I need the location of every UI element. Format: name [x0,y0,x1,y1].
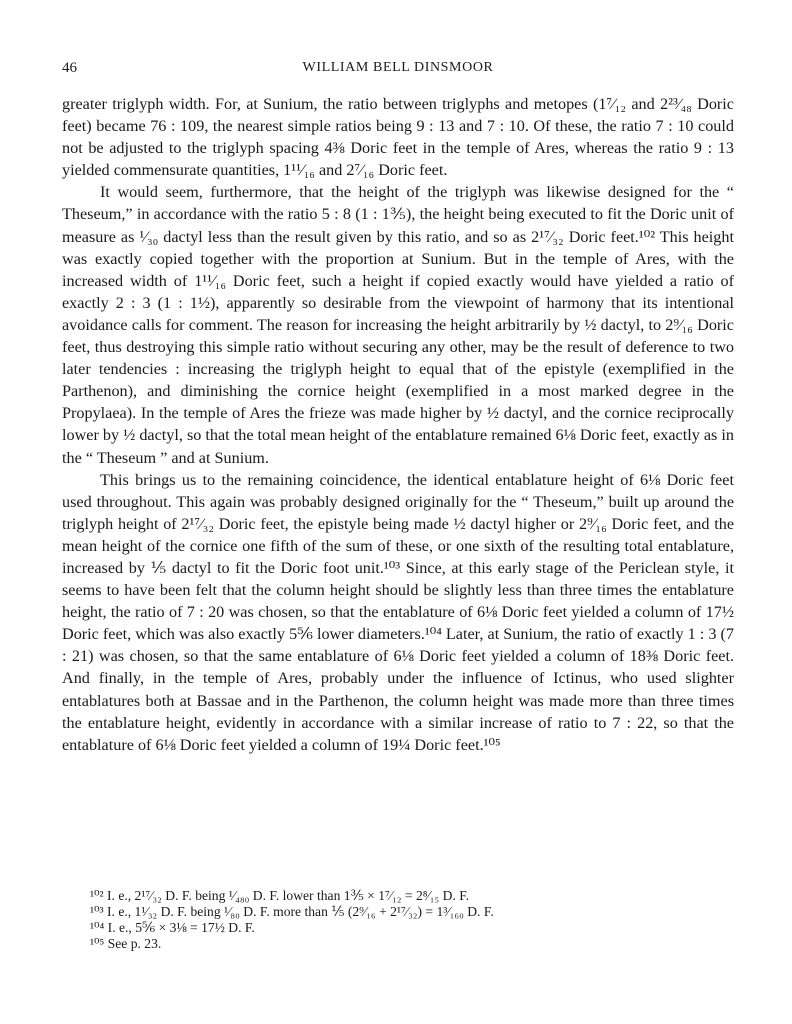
paragraph-continued: greater triglyph width. For, at Sunium, the ratio between triglyphs and metopes (1⁷⁄₁₂ and 2²³⁄₄₈ Doric feet) became 76 : 109, the nearest simple ratios being 9 : 13 and 7 : 10. Of these, the ratio 7 : 10 could not be adjusted to the triglyph spacing 4⅜ Doric feet in the temple of Ares, whereas the ratio 9 : 13 yielded commensurate quantities, 1¹¹⁄₁₆ and 2⁷⁄₁₆ Doric feet. [62,95,734,180]
footnote-105: ¹⁰⁵ See p. 23. [90,936,162,951]
footnote-103: ¹⁰³ I. e., 1¹⁄₃₂ D. F. being ¹⁄₈₀ D. F. more than ⅕ (2⁹⁄₁₆ + 2¹⁷⁄₃₂) = 1³⁄₁₆₀ D. F. [90,904,494,919]
page-header [62,60,734,80]
paragraph-entablature: This brings us to the remaining coincidence, the identical entablature height of 6⅛ Doric feet used throughout. This again was probably designed originally for the “ Theseum,” built up around the triglyph height of 2¹⁷⁄₃₂ Doric feet, the epistyle being made ½ dactyl higher or 2⁹⁄₁₆ Doric feet, and the mean height of the cornice one fifth of the sum of these, or one sixth of the resulting total entablature, increased by ⅕ dactyl to fit the Doric foot unit.¹⁰³ Since, at this early stage of the Periclean style, it seems to have been felt that the column height should be slightly less than three times the entablature height, the ratio of 7 : 20 was chosen, so that the entablature of 6⅛ Doric feet yielded a column of 17½ Doric feet, which was also exactly 5⅚ lower diameters.¹⁰⁴ Later, at Sunium, the ratio of exactly 1 : 3 (7 : 21) was chosen, so that the same entablature of 6⅛ Doric feet yielded a column of 18⅜ Doric feet. And finally, in the temple of Ares, probably under the influence of Ictinus, who used slighter entablatures both at Bassae and in the Parthenon, the column height was made more than three times the entablature height, evidently in accordance with a similar increase of ratio to 7 : 22, so that the entablature of 6⅛ Doric feet yielded a column of 19¼ Doric feet.¹⁰⁵ [62,470,734,754]
paragraph-triglyph-height: It would seem, furthermore, that the height of the triglyph was likewise designed for the “ Theseum,” in accordance with the ratio 5 : 8 (1 : 1⅗), the height being executed to fit the Doric unit of measure as ¹⁄₃₀ dactyl less than the result given by this ratio, and so as 2¹⁷⁄₃₂ Doric feet.¹⁰² This height was exactly copied together with the proportion at Sunium. But in the temple of Ares, with the increased width of 1¹¹⁄₁₆ Doric feet, such a height if copied exactly would have yielded a ratio of exactly 2 : 3 (1 : 1½), apparently so desirable from the viewpoint of harmony that its intentional avoidance calls for comment. The reason for increasing the height arbitrarily by ½ dactyl, to 2⁹⁄₁₆ Doric feet, thus destroying this simple ratio without securing any other, may be the result of deference to two later tendencies : increasing the triglyph height to equal that of the epistyle (exemplified in the Parthenon), and diminishing the cornice height (exemplified in a most marked degree in the Propylaea). In the temple of Ares the frieze was made higher by ½ dactyl, and the cornice reciprocally lower by ½ dactyl, so that the total mean height of the entablature remained 6⅛ Doric feet, exactly as in the “ Theseum ” and at Sunium. [62,183,734,467]
running-head: WILLIAM BELL DINSMOOR [302,60,494,75]
footnotes [90,888,734,952]
body-text [62,93,734,756]
footnote-104: ¹⁰⁴ I. e., 5⅚ × 3⅛ = 17½ D. F. [90,920,255,935]
page-number: 46 [62,60,77,76]
footnote-102: ¹⁰² I. e., 2¹⁷⁄₃₂ D. F. being ¹⁄₄₈₀ D. F. lower than 1⅗ × 1⁷⁄₁₂ = 2⁸⁄₁₅ D. F. [90,888,470,903]
